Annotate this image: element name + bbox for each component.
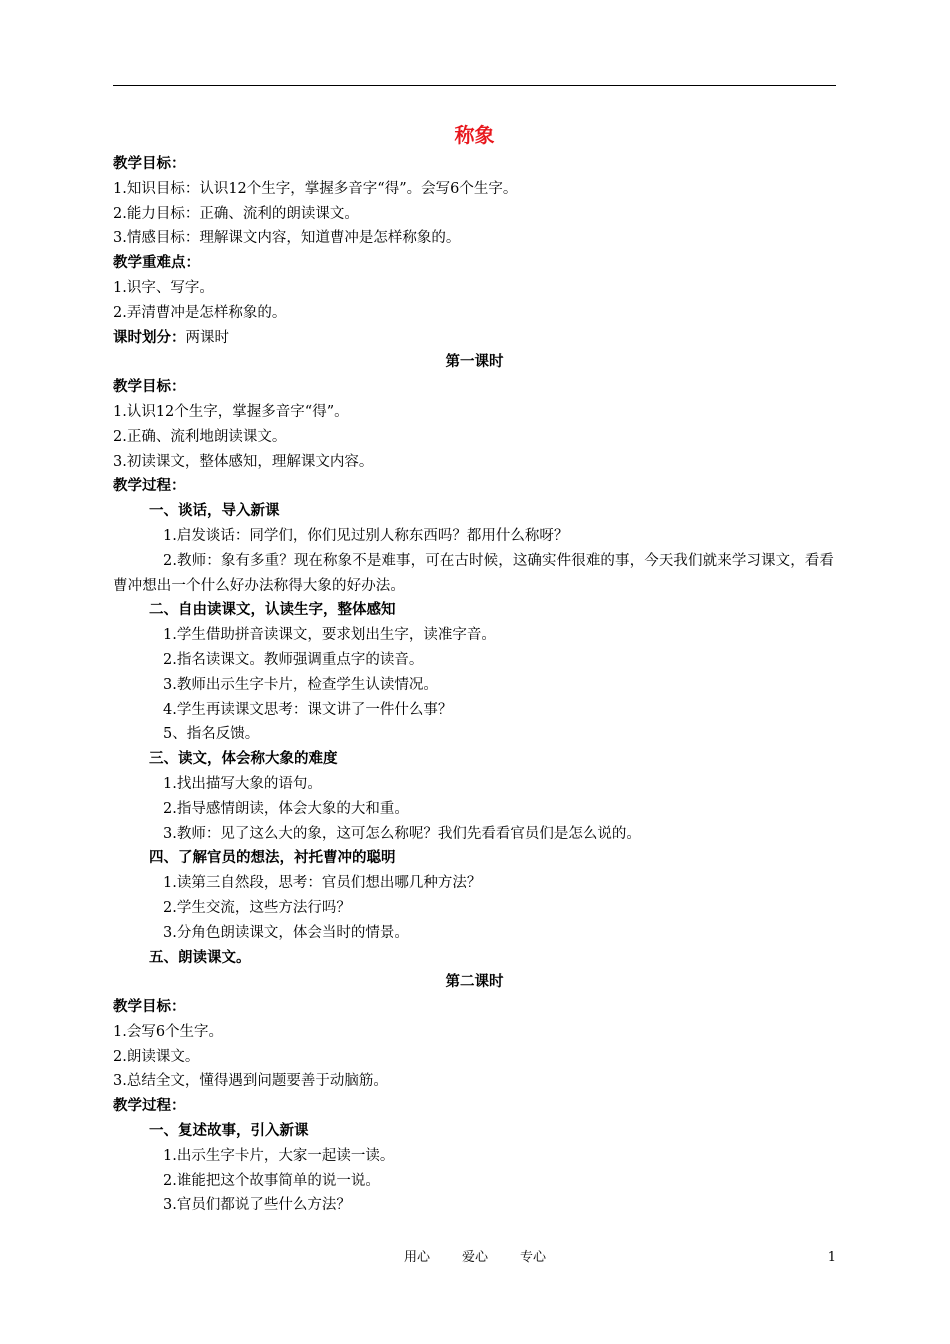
section-heading: 教学目标： [113, 998, 186, 1016]
lesson-heading: 第一课时 [445, 353, 504, 371]
footer-motto [0, 1248, 950, 1268]
list-item: 1.知识目标：认识12个生字，掌握多音字“得”。会写6个生字。 [113, 180, 518, 197]
list-item: 3.官员们都说了些什么方法？ [163, 1197, 351, 1214]
period-division [113, 326, 836, 351]
section-heading: 教学过程： [113, 477, 186, 495]
list-item: 2.指名读课文。教师强调重点字的读音。 [163, 651, 424, 668]
list-item: 1.学生借助拼音读课文，要求划出生字，读准字音。 [163, 627, 496, 644]
list-item: 1.启发谈话：同学们，你们见过别人称东西吗？都用什么称呀？ [163, 527, 569, 544]
footer-word: 爱心 [461, 1250, 488, 1265]
document-title: 称象 [454, 123, 495, 147]
period-value: 两课时 [185, 329, 229, 346]
list-item: 2.学生交流，这些方法行吗？ [163, 899, 351, 916]
list-item: 3.分角色朗读课文，体会当时的情景。 [163, 924, 409, 941]
footer-word: 专心 [520, 1250, 547, 1265]
step-heading: 一、复述故事，引入新课 [149, 1122, 309, 1140]
section-heading: 教学过程： [113, 1097, 186, 1115]
list-item: 2.谁能把这个故事简单的说一说。 [163, 1172, 380, 1189]
footer-word: 用心 [403, 1250, 430, 1265]
list-item: 1.找出描写大象的语句。 [163, 775, 322, 792]
list-item: 1.认识12个生字，掌握多音字“得”。 [113, 403, 349, 420]
list-item: 2.教师：象有多重？现在称象不是难事，可在古时候，这确实件很难的事，今天我们就来学习课文，看看曹冲想出一个什么好办法称得大象的好办法。 [113, 552, 835, 594]
list-item: 1.识字、写字。 [113, 279, 214, 296]
list-item: 1.会写6个生字。 [113, 1023, 224, 1040]
step-heading: 五、朗读课文。 [149, 948, 251, 966]
list-item: 5、指名反馈。 [163, 726, 260, 743]
page-number: 1 [827, 1250, 836, 1265]
list-item: 3.教师：见了这么大的象，这可怎么称呢？我们先看看官员们是怎么说的。 [163, 825, 641, 842]
list-item: 1.出示生字卡片，大家一起读一读。 [163, 1147, 395, 1164]
list-item: 3.情感目标：理解课文内容，知道曹冲是怎样称象的。 [113, 230, 461, 247]
list-item: 2.朗读课文。 [113, 1048, 200, 1065]
section-heading: 教学目标： [113, 155, 186, 172]
list-item: 1.读第三自然段，思考：官员们想出哪几种方法？ [163, 875, 482, 892]
list-item: 2.弄清曹冲是怎样称象的。 [113, 304, 287, 321]
list-item: 4.学生再读课文思考：课文讲了一件什么事？ [163, 701, 453, 718]
header-rule [113, 85, 836, 86]
period-label: 课时划分： [113, 328, 186, 346]
list-item: 2.指导感情朗读，体会大象的大和重。 [163, 800, 409, 817]
lesson-heading: 第二课时 [445, 973, 504, 991]
list-item: 2.正确、流利地朗读课文。 [113, 428, 287, 445]
step-heading: 四、了解官员的想法，衬托曹冲的聪明 [149, 849, 396, 867]
step-heading: 二、自由读课文，认读生字，整体感知 [149, 601, 396, 619]
list-item: 3.教师出示生字卡片，检查学生认读情况。 [163, 676, 438, 693]
list-item: 2.能力目标：正确、流利的朗读课文。 [113, 205, 359, 222]
list-item: 3.总结全文，懂得遇到问题要善于动脑筋。 [113, 1073, 388, 1090]
section-heading: 教学重难点： [113, 254, 200, 272]
list-item: 3.初读课文，整体感知，理解课文内容。 [113, 453, 374, 470]
step-heading: 一、谈话，导入新课 [149, 502, 280, 520]
step-heading: 三、读文，体会称大象的难度 [149, 750, 338, 768]
document-body [113, 120, 836, 1218]
section-heading: 教学目标： [113, 378, 186, 396]
